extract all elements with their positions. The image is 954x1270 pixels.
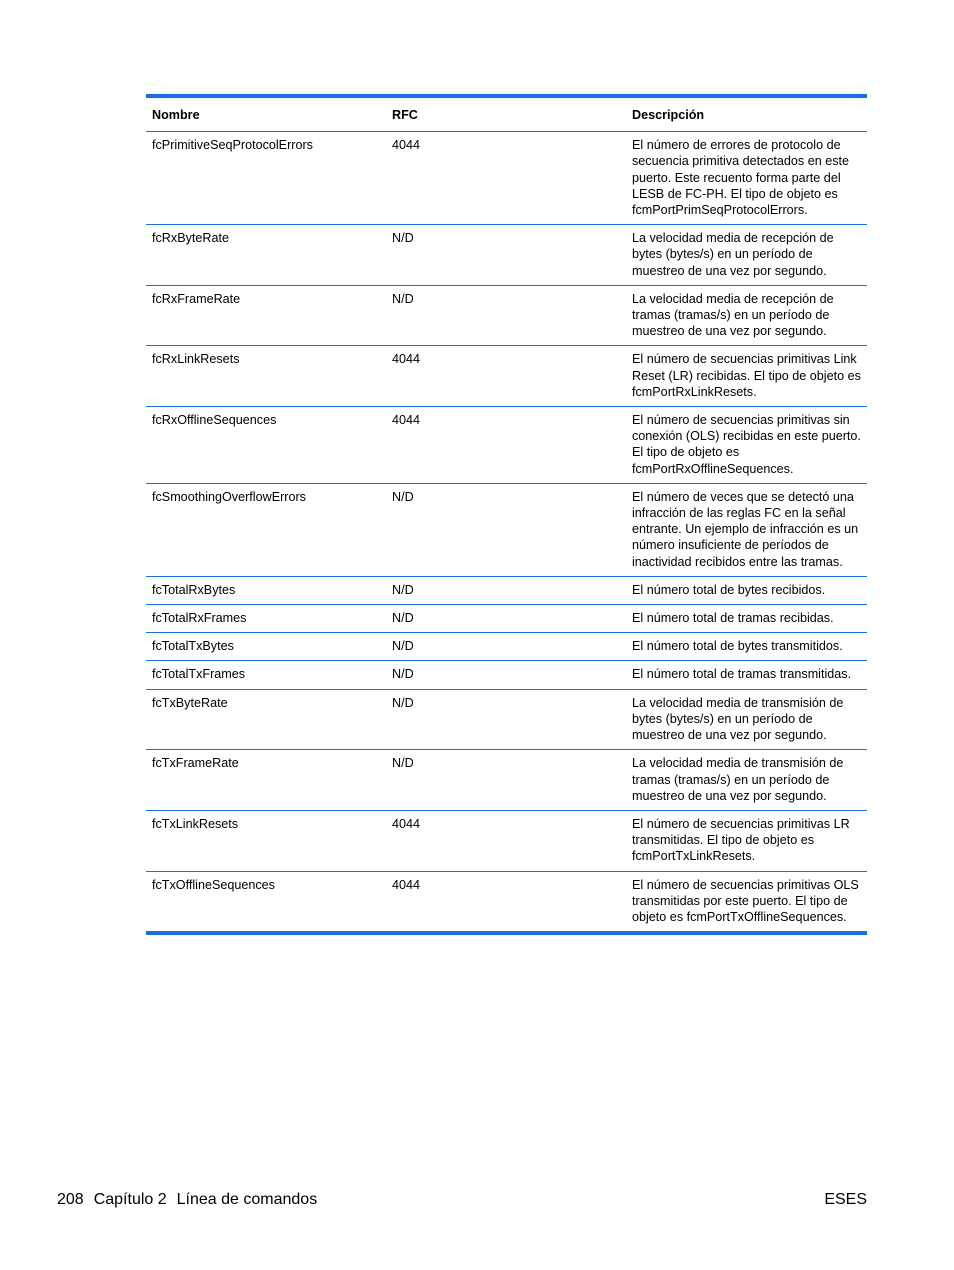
cell-rfc: N/D [392, 582, 414, 597]
cell-name: fcTxLinkResets [152, 816, 239, 831]
table-row [146, 633, 867, 661]
table-row [146, 605, 867, 633]
header-name: Nombre [152, 108, 200, 122]
cell-name: fcPrimitiveSeqProtocolErrors [152, 138, 313, 153]
table-row [146, 407, 867, 484]
cell-description: La velocidad media de recepción de bytes (bytes/s) en un período de muestreo de una vez por segundo. [632, 231, 834, 278]
cell-name: fcRxByteRate [152, 231, 229, 246]
cell-rfc: N/D [392, 639, 414, 654]
header-rfc: RFC [392, 108, 418, 122]
cell-name: fcTxByteRate [152, 695, 228, 710]
cell-description: La velocidad media de transmisión de bytes (bytes/s) en un período de muestreo de una vez por segundo. [632, 695, 844, 743]
cell-name: fcTotalTxFrames [152, 667, 246, 682]
table-row [146, 225, 867, 286]
cell-rfc: N/D [392, 695, 414, 710]
cell-rfc: N/D [392, 611, 414, 626]
table-row [146, 872, 867, 932]
cell-description: La velocidad media de transmisión de tramas (tramas/s) en un período de muestreo de una vez por segundo. [632, 756, 844, 803]
cell-rfc: N/D [392, 291, 414, 306]
table-row [146, 484, 867, 577]
cell-description: La velocidad media de recepción de tramas (tramas/s) en un período de muestreo de una vez por segundo. [632, 291, 834, 339]
cell-name: fcSmoothingOverflowErrors [152, 489, 306, 504]
table-row [146, 577, 867, 605]
chapter-label: Capítulo 2 [93, 1191, 167, 1208]
table-row [146, 690, 867, 751]
page-number: 208 [57, 1191, 84, 1208]
language-code: ESES [824, 1191, 867, 1208]
cell-name: fcTxFrameRate [152, 756, 239, 771]
cell-description: El número total de bytes recibidos. [632, 582, 826, 597]
header-description: Descripción [632, 108, 705, 122]
cell-name: fcTotalRxFrames [152, 611, 247, 626]
cell-rfc: 4044 [392, 138, 421, 153]
cell-rfc: N/D [392, 756, 414, 771]
cell-description: El número de secuencias primitivas LR transmitidas. El tipo de objeto es fcmPortTxLinkResets. [632, 816, 850, 864]
cell-description: El número total de bytes transmitidos. [632, 639, 843, 654]
cell-rfc: 4044 [392, 877, 421, 892]
table-row [146, 132, 867, 225]
table-row [146, 346, 867, 407]
page-footer-left [57, 1191, 327, 1209]
cell-name: fcTxOfflineSequences [152, 877, 275, 892]
cell-name: fcTotalTxBytes [152, 639, 234, 654]
cell-name: fcRxFrameRate [152, 291, 241, 306]
table-row [146, 750, 867, 811]
table-header-row [146, 98, 867, 132]
cell-rfc: N/D [392, 489, 414, 504]
cell-name: fcRxOfflineSequences [152, 413, 277, 428]
cell-description: El número total de tramas recibidas. [632, 611, 834, 626]
cell-rfc: 4044 [392, 816, 421, 831]
cell-rfc: 4044 [392, 352, 421, 367]
cell-description: El número de errores de protocolo de secuencia primitiva detectados en este puerto. Este recuento forma parte del LESB de FC-PH. El tipo de objeto es fcmPortPrimSeqProtocolErrors. [632, 138, 850, 218]
cell-rfc: N/D [392, 231, 414, 246]
cell-description: El número de secuencias primitivas sin conexión (OLS) recibidas en este puerto. El tipo de objeto es fcmPortRxOfflineSequences. [632, 413, 861, 476]
cell-description: El número de veces que se detectó una infracción de las reglas FC en la señal entrante. Un ejemplo de infracción es un número insuficiente de períodos de inactividad recibidos entre las tramas. [632, 489, 859, 569]
cell-description: El número de secuencias primitivas OLS transmitidas por este puerto. El tipo de objeto es fcmPortTxOfflineSequences. [632, 877, 859, 924]
cell-rfc: N/D [392, 667, 414, 682]
table-row [146, 811, 867, 872]
cell-rfc: 4044 [392, 413, 421, 428]
cell-description: El número de secuencias primitivas Link Reset (LR) recibidas. El tipo de objeto es fcmPortRxLinkResets. [632, 352, 861, 399]
table-row [146, 661, 867, 689]
cell-name: fcRxLinkResets [152, 352, 240, 367]
table-row [146, 286, 867, 347]
section-title: Línea de comandos [176, 1191, 318, 1208]
cell-name: fcTotalRxBytes [152, 582, 236, 597]
parameters-table [146, 94, 867, 935]
cell-description: El número total de tramas transmitidas. [632, 667, 852, 682]
